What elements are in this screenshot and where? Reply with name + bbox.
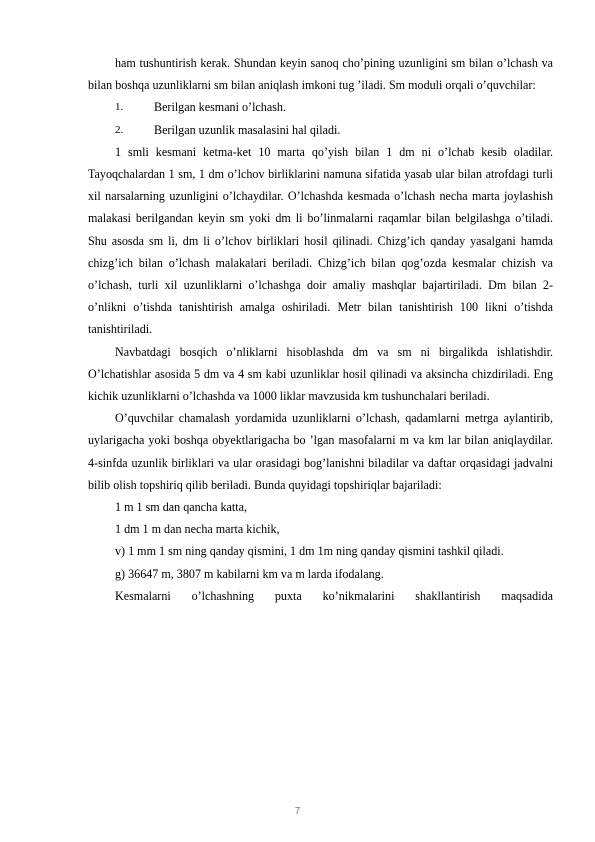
task-line: v) 1 mm 1 sm ning qanday qismini, 1 dm 1m ning qanday qismini tashkil qiladi.	[115, 544, 504, 559]
list-item	[88, 96, 553, 118]
list-number: 2.	[115, 123, 124, 136]
document-body	[88, 52, 553, 607]
task-line: 1 m 1 sm dan qancha katta,	[115, 500, 247, 515]
paragraph: 1 smli kesmani ketma-ket 10 marta qo’yish bilan 1 dm ni o’lchab kesib oladilar. Tayoqchalardan 1 sm, 1 dm o’lchov birliklarini namuna sifatida yasab ular bilan atrofdagi turli xil narsalarning uzunligini o’lchaydilar. O’lchashda kesmada o’lchash necha marta joylashish malakasi berilgandan keyin sm yoki dm li bo’linmalarni raqamlar bilan belgilashga o’tiladi. Shu asosda sm li, dm li o’lchov birliklari hosil qilinadi. Chizg’ich qanday yasalgani hamda chizg’ich bilan o’lchash malakalari beriladi. Chizg’ich bilan qog’ozda kesmalar chizish va o’lchash, turli xil uzunliklarni o’lchashga doir amaliy mashqlar bajartiriladi. Dm bilan 2-o’nlikni o’tishda tanishtirish amalga oshiriladi. Metr bilan tanishtirish 100 likni o’tishda tanishtiriladi.	[88, 144, 553, 337]
list-item	[88, 119, 553, 141]
list-text: Berilgan uzunlik masalasini hal qiladi.	[154, 122, 341, 137]
paragraph: O’quvchilar chamalash yordamida uzunliklarni o’lchash, qadamlarni metrga aylantirib, uylarigacha yoki boshqa obyektlarigacha bo ’lgan masofalarni m va km lar bilan aniqlaydilar. 4-sinfda uzunlik birliklari va ular orasidagi bog’lanishni biladilar va daftar orqasidagi jadvalni bilib olish topshiriq qilib beriladi. Bunda quyidagi topshiriqlar bajariladi:	[88, 411, 553, 492]
page-number: 7	[294, 806, 301, 817]
paragraph: Kesmalarni o’lchashning puxta ko’nikmalarini shakllantirish maqsadida	[115, 588, 553, 603]
task-line: g) 36647 m, 3807 m kabilarni km va m larda ifodalang.	[115, 566, 384, 581]
task-line: 1 dm 1 m dan necha marta kichik,	[115, 522, 280, 537]
list-text: Berilgan kesmani o’lchash.	[154, 100, 286, 115]
list-number: 1.	[115, 101, 124, 114]
paragraph: ham tushuntirish kerak. Shundan keyin sanoq cho’pining uzunligini sm bilan o’lchash va bilan boshqa uzunliklarni sm bilan aniqlash imkoni tug ’iladi. Sm moduli orqali o’quvchilar:	[88, 56, 553, 93]
paragraph: Navbatdagi bosqich o’nliklarni hisoblashda dm va sm ni birgalikda ishlatishdir. O’lchatishlar asosida 5 dm va 4 sm kabi uzunliklar hosil qilinadi va aksincha chizdiriladi. Eng kichik uzunliklarni o’lchashda va 1000 liklar mavzusida km tushunchalari beriladi.	[88, 344, 553, 404]
